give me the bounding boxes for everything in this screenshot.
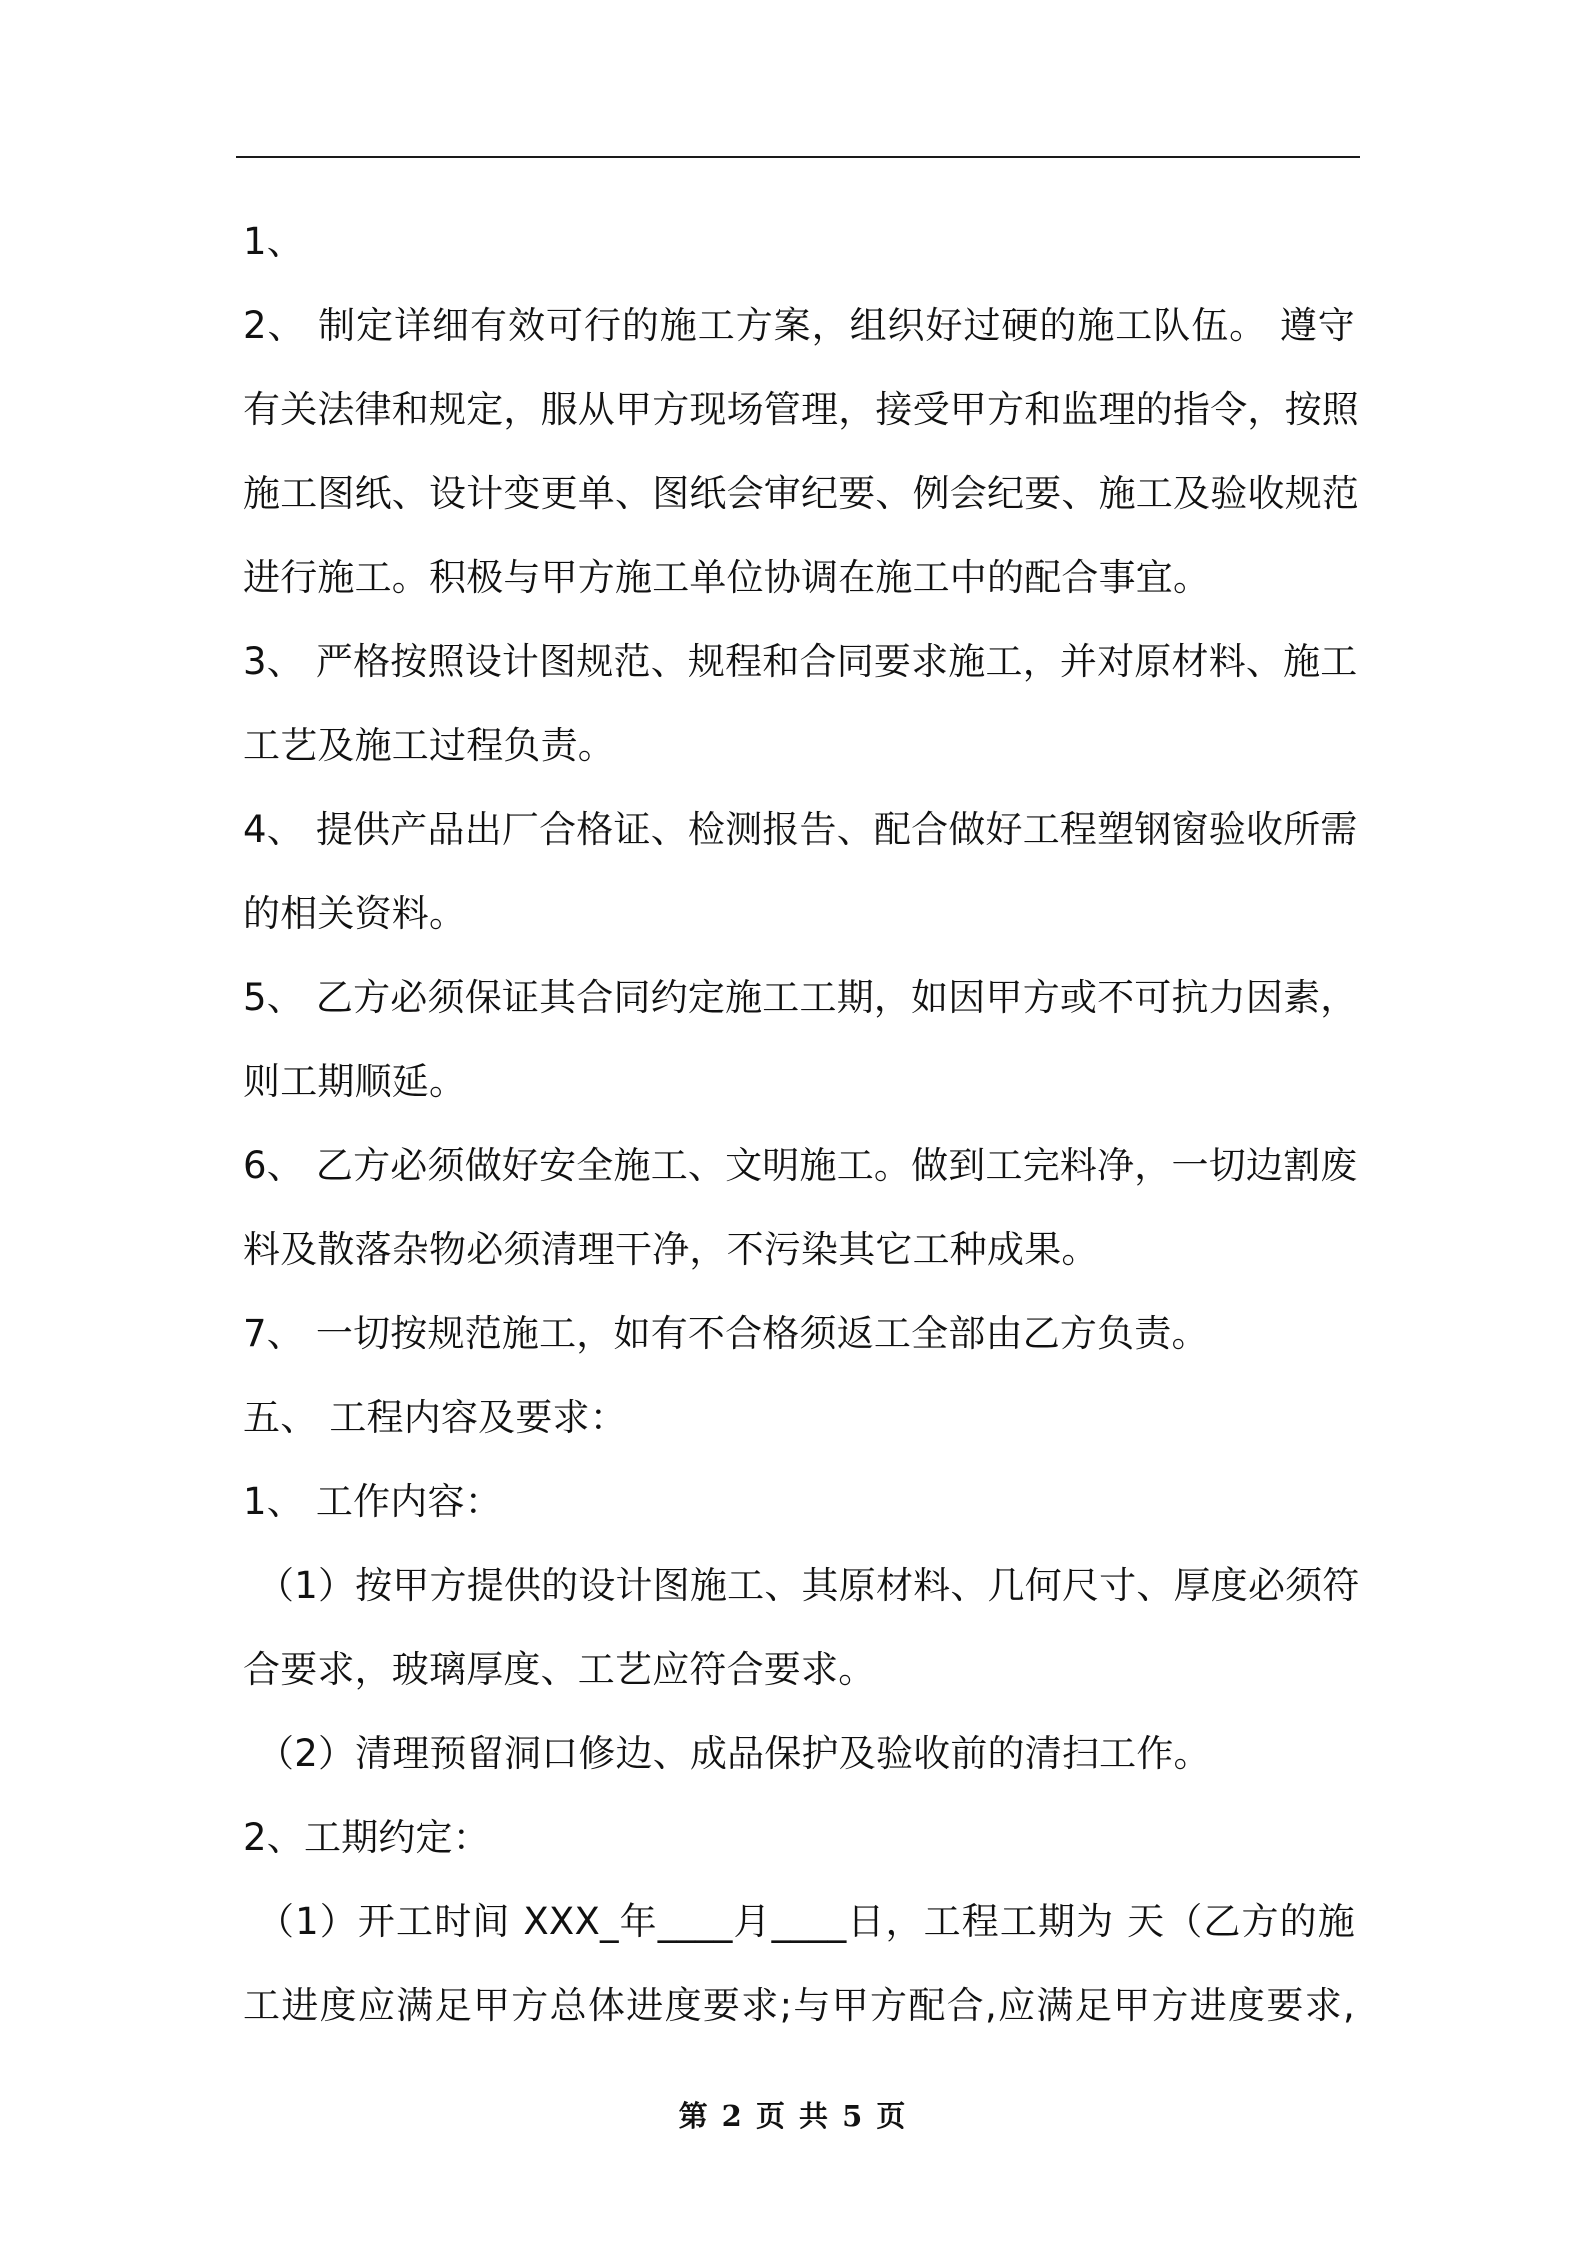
text-line: 1、 工作内容： — [243, 1480, 502, 1523]
text-line: （1）开工时间 XXX_年____月____日，工程工期为 天（乙方的施 — [257, 1900, 1355, 1943]
text-line: 工艺及施工过程负责。 — [243, 724, 615, 767]
text-line: 的相关资料。 — [243, 892, 467, 935]
text-line: 进行施工。积极与甲方施工单位协调在施工中的配合事宜。 — [243, 556, 1211, 599]
text-line: 5、 乙方必须保证其合同约定施工工期，如因甲方或不可抗力因素， — [243, 976, 1358, 1019]
text-line: 料及散落杂物必须清理干净，不污染其它工种成果。 — [243, 1228, 1099, 1271]
document-body — [243, 200, 1360, 2048]
text-line: 2、 制定详细有效可行的施工方案，组织好过硬的施工队伍。 遵守 — [243, 304, 1355, 347]
text-line: （1）按甲方提供的设计图施工、其原材料、几何尺寸、厚度必须符 — [257, 1564, 1360, 1607]
text-line: 合要求，玻璃厚度、工艺应符合要求。 — [243, 1648, 876, 1691]
text-line: 2、工期约定： — [243, 1816, 490, 1859]
text-line: 则工期顺延。 — [243, 1060, 467, 1103]
text-line: 工进度应满足甲方总体进度要求;与甲方配合,应满足甲方进度要求, — [243, 1984, 1355, 2027]
text-line: 4、 提供产品出厂合格证、检测报告、配合做好工程塑钢窗验收所需 — [243, 808, 1358, 851]
text-line: 施工图纸、设计变更单、图纸会审纪要、例会纪要、施工及验收规范 — [243, 472, 1359, 515]
text-line: 7、 一切按规范施工，如有不合格须返工全部由乙方负责。 — [243, 1312, 1209, 1355]
text-line: 6、 乙方必须做好安全施工、文明施工。做到工完料净，一切边割废 — [243, 1144, 1358, 1187]
page-number: 第 2 页 共 5 页 — [678, 2099, 908, 2133]
text-line: 3、 严格按照设计图规范、规程和合同要求施工，并对原材料、施工 — [243, 640, 1358, 683]
text-line: （2）清理预留洞口修边、成品保护及验收前的清扫工作。 — [257, 1732, 1211, 1775]
text-line: 1、 — [243, 220, 304, 263]
section-heading: 五、 工程内容及要求： — [243, 1396, 627, 1439]
text-line: 有关法律和规定，服从甲方现场管理，接受甲方和监理的指令，按照 — [243, 388, 1359, 431]
header-rule — [236, 156, 1360, 158]
